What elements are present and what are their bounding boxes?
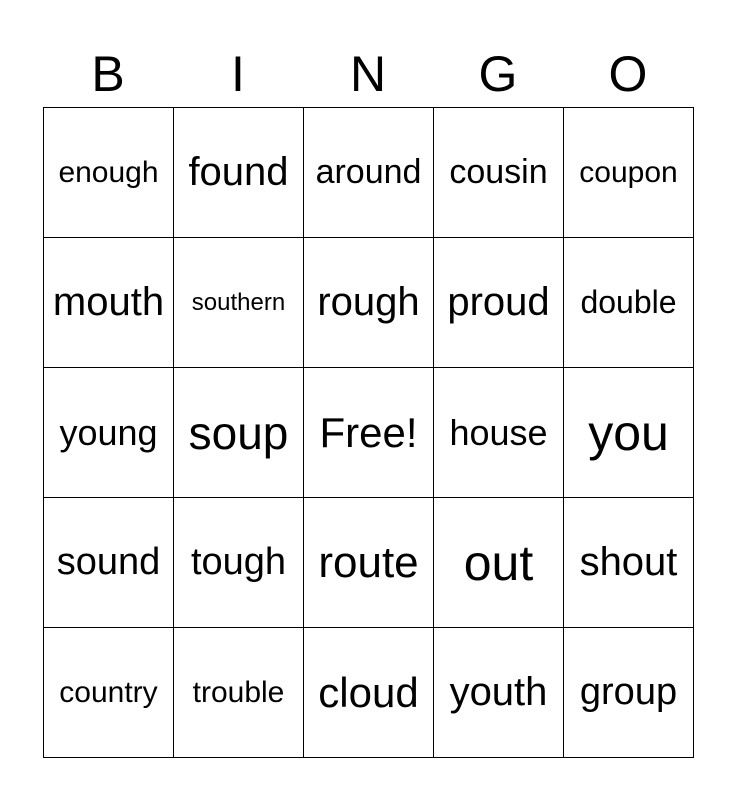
bingo-cell[interactable]: country [44, 628, 174, 758]
bingo-cell[interactable]: out [434, 498, 564, 628]
free-space[interactable]: Free! [304, 368, 434, 498]
bingo-cell[interactable]: cloud [304, 628, 434, 758]
bingo-cell[interactable]: rough [304, 238, 434, 368]
bingo-cell[interactable]: mouth [44, 238, 174, 368]
bingo-cell[interactable]: soup [174, 368, 304, 498]
bingo-cell[interactable]: enough [44, 108, 174, 238]
bingo-cell[interactable]: tough [174, 498, 304, 628]
bingo-cell[interactable]: double [564, 238, 694, 368]
bingo-cell[interactable]: group [564, 628, 694, 758]
bingo-header [43, 40, 693, 108]
header-letter-b: B [91, 46, 125, 102]
header-letter-g: G [478, 46, 518, 102]
bingo-cell[interactable]: found [174, 108, 304, 238]
header-letter-n: N [349, 46, 387, 102]
bingo-cell[interactable]: sound [44, 498, 174, 628]
bingo-cell[interactable]: you [564, 368, 694, 498]
bingo-cell[interactable]: trouble [174, 628, 304, 758]
bingo-cell[interactable]: proud [434, 238, 564, 368]
bingo-cell[interactable]: house [434, 368, 564, 498]
bingo-cell[interactable]: coupon [564, 108, 694, 238]
bingo-cell[interactable]: around [304, 108, 434, 238]
bingo-cell[interactable]: youth [434, 628, 564, 758]
header-letter-o: O [608, 46, 648, 102]
bingo-cell[interactable]: route [304, 498, 434, 628]
bingo-cell[interactable]: cousin [434, 108, 564, 238]
header-letter-i: I [231, 46, 245, 102]
bingo-board [43, 107, 694, 758]
bingo-cell[interactable]: young [44, 368, 174, 498]
bingo-cell[interactable]: southern [174, 238, 304, 368]
bingo-cell[interactable]: shout [564, 498, 694, 628]
